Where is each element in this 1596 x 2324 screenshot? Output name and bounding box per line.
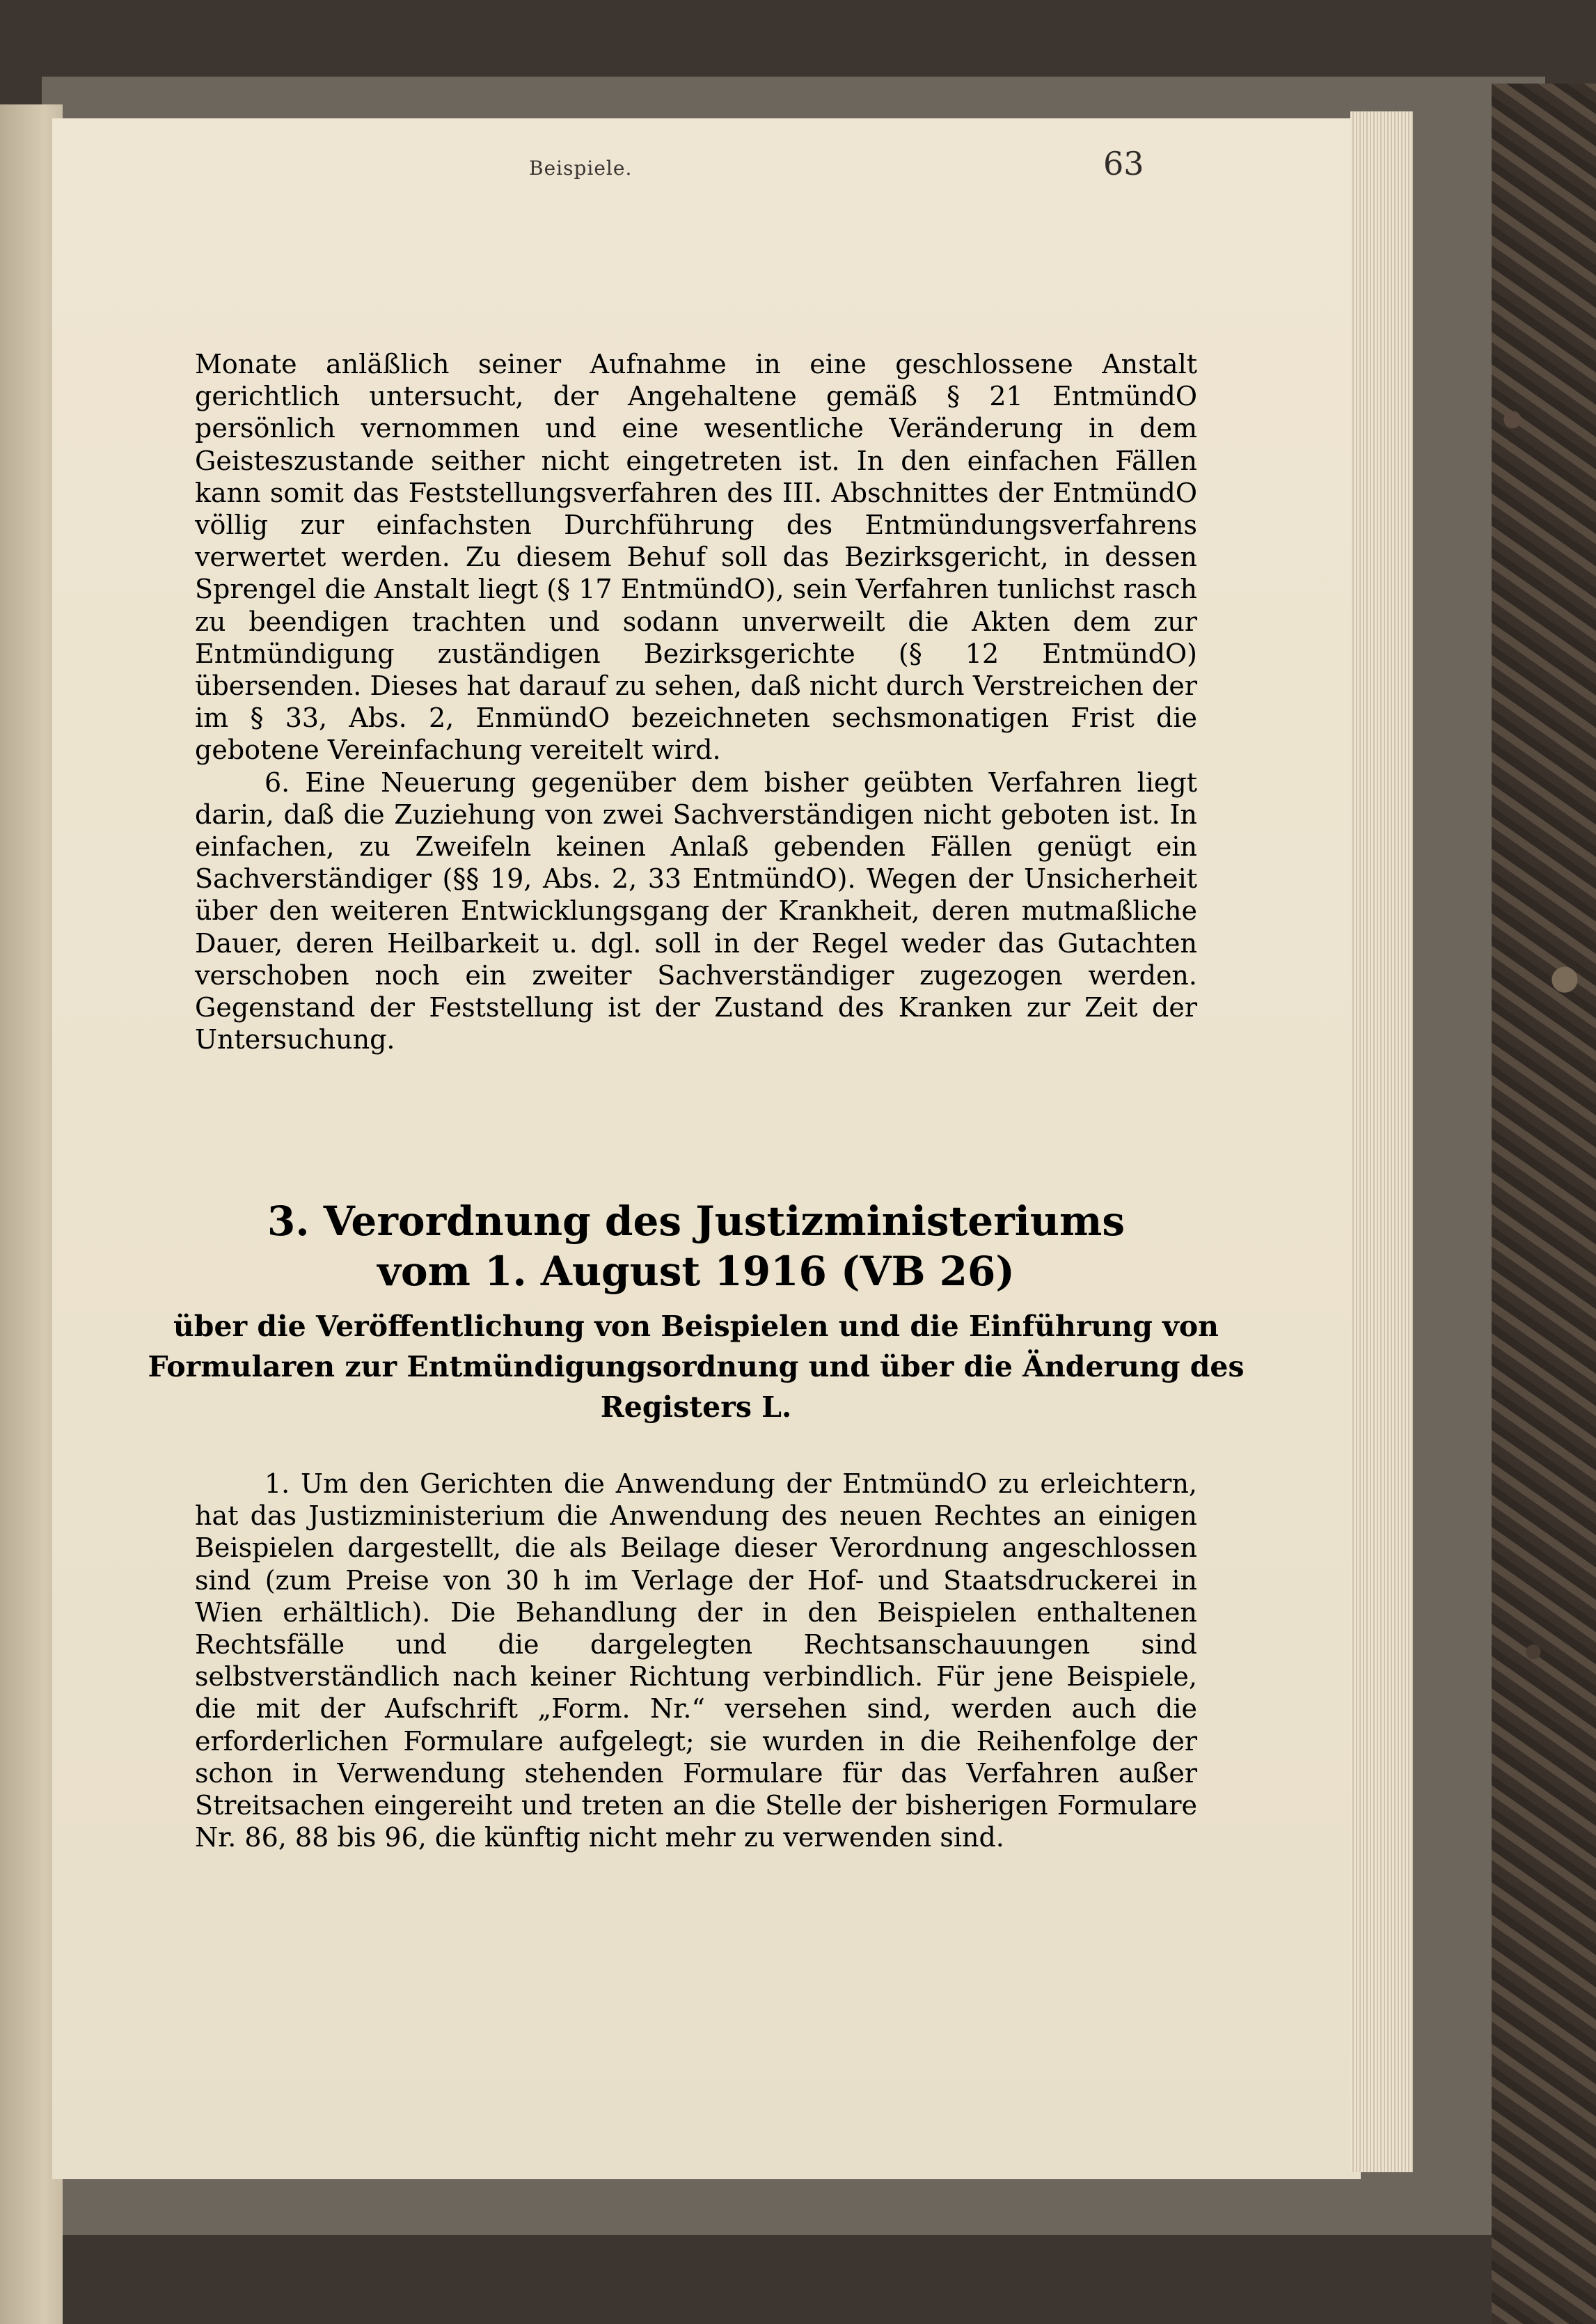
paragraph: 6. Eine Neuerung gegenüber dem bisher geübten Verfahren liegt darin, daß die Zuziehung von zwei Sachverständigen nicht geboten ist. In einfachen, zu Zweifeln keinen Anlaß gebenden Fällen genügt ein Sachverständiger (§§ 19, Abs. 2, 33 EntmündO). Wegen der Unsicherheit über den weiteren Entwicklungsgang der Krankheit, deren mutmaßliche Dauer, deren Heilbarkeit u. dgl. soll in der Regel weder das Gutachten verschoben noch ein zweiter Sachverständiger zugezogen werden. Gegenstand der Feststellung ist der Zustand des Kranken zur Zeit der Untersuchung.	[195, 767, 1197, 1055]
page-stack-edge	[1350, 111, 1413, 2172]
body-text-top	[195, 348, 1197, 1055]
marbled-cover	[1492, 84, 1596, 2324]
paragraph: 1. Um den Gerichten die Anwendung der EntmündO zu erleichtern, hat das Justizministerium die Anwendung des neuen Rechtes an einigen Beispielen dargestellt, die als Beilage dieser Verordnung angeschlossen sind (zum Preise von 30 h im Verlage der Hof- und Staatsdruckerei in Wien erhältlich). Die Behandlung der in den Beispielen enthaltenen Rechtsfälle und die dargelegten Rechtsanschauungen sind selbstverständlich nach keiner Richtung verbindlich. Für jene Beispiele, die mit der Aufschrift „Form. Nr.“ versehen sind, werden auch die erforderlichen Formulare aufgelegt; sie wurden in die Reihenfolge der schon in Verwendung stehenden Formulare für das Verfahren außer Streitsachen eingereiht und treten an die Stelle der bisherigen Formulare Nr. 86, 88 bis 96, die künftig nicht mehr zu verwenden sind.	[195, 1468, 1197, 1853]
section-heading	[139, 1196, 1253, 1427]
heading-subtitle: über die Veröffentlichung von Beispielen und die Einführung von Formularen zur Entmündigungsordnung und über die Änderung des Registers L.	[148, 1310, 1245, 1424]
body-text-bottom	[195, 1468, 1197, 1853]
paragraph: Monate anläßlich seiner Aufnahme in eine geschlossene Anstalt gerichtlich untersucht, der Angehaltene gemäß § 21 EntmündO persönlich vernommen und eine wesentliche Veränderung in dem Geisteszustande seither nicht eingetreten ist. In den einfachen Fällen kann somit das Feststellungsverfahren des III. Abschnittes der EntmündO völlig zur einfachsten Durchführung des Entmündungsverfahrens verwertet werden. Zu diesem Behuf soll das Bezirksgericht, in dessen Sprengel die Anstalt liegt (§ 17 EntmündO), sein Verfahren tunlichst rasch zu beendigen trachten und sodann unverweilt die Akten dem zur Entmündigung zuständigen Bezirksgerichte (§ 12 EntmündO) übersenden. Dieses hat darauf zu sehen, daß nicht durch Verstreichen der im § 33, Abs. 2, EnmündO bezeichneten sechsmonatigen Frist die gebotene Vereinfachung vereitelt wird.	[195, 349, 1197, 766]
running-head: Beispiele.	[529, 157, 633, 180]
heading-line-1: 3. Verordnung des Justizministeriums	[267, 1198, 1125, 1245]
heading-line-2: vom 1. August 1916 (VB 26)	[377, 1248, 1015, 1295]
page-number: 63	[1103, 145, 1144, 182]
